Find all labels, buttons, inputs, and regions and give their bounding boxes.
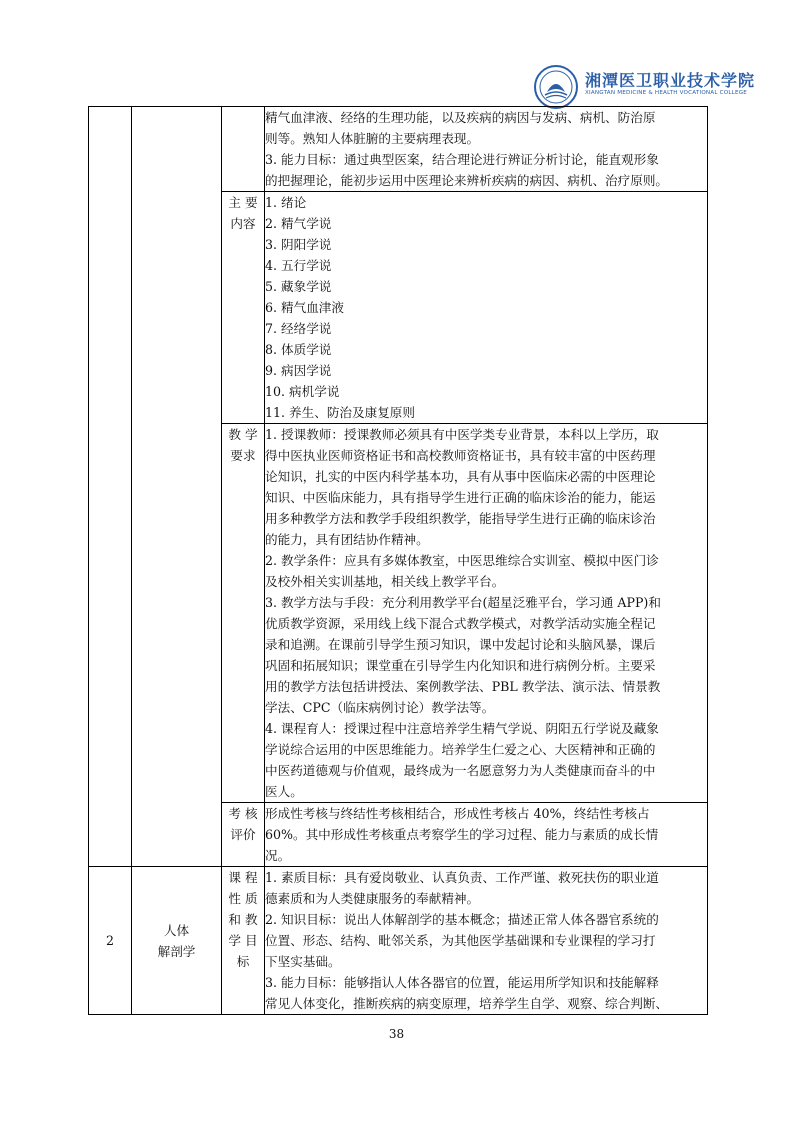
list-item: 3. 阴阳学说 (265, 237, 332, 252)
text-line: 形成性考核与终结性考核相结合，形成性考核占 40%，终结性考核占 (265, 806, 650, 821)
text-line: 2. 知识目标：说出人体解剖学的基本概念；描述正常人体各器官系统的 (265, 912, 659, 927)
text-line: 60%。其中形成性考核重点考察学生的学习过程、能力与素质的成长情 (265, 827, 659, 842)
list-item: 6. 精气血津液 (265, 300, 344, 315)
assessment-label: 考 核 评价 (222, 803, 265, 867)
text-line: 则等。熟知人体脏腑的主要病理表现。 (265, 131, 480, 146)
curriculum-table (88, 106, 708, 1015)
label-cell (222, 107, 265, 192)
text-line: 位置、形态、结构、毗邻关系，为其他医学基础课和专业课程的学习打 (265, 933, 656, 948)
school-logo (533, 64, 756, 110)
list-item: 1. 绪论 (265, 195, 307, 210)
content-items-cell (265, 192, 708, 424)
text-line: 中医药道德观与价值观，最终成为一名愿意努力为人类健康而奋斗的中 (265, 763, 656, 778)
table-row (89, 107, 708, 192)
text-line: 优质教学资源，采用线上线下混合式教学模式，对教学活动实施全程记 (265, 616, 656, 631)
course-index: 2 (105, 933, 114, 948)
list-item: 11. 养生、防治及康复原则 (265, 405, 415, 420)
school-emblem-icon (533, 64, 579, 110)
teaching-label: 教 学 要求 (222, 424, 265, 803)
text-line: 知识、中医临床能力，具有指导学生进行正确的临床诊治的能力，能运 (265, 490, 656, 505)
page-number: 38 (388, 1027, 405, 1041)
assessment-cell (265, 803, 708, 867)
text-line: 巩固和拓展知识；课堂重在引导学生内化知识和进行病例分析。主要采 (265, 658, 656, 673)
course-name-cell (132, 107, 222, 867)
content-label: 主 要 内容 (222, 192, 265, 424)
text-line: 1. 授课教师：授课教师必须具有中医学类专业背景，本科以上学历，取 (265, 427, 659, 442)
course-index-cell (89, 867, 132, 1015)
text-line: 学法、CPC（临床病例讨论）教学法等。 (265, 700, 495, 715)
list-item: 10. 病机学说 (265, 384, 340, 399)
text-line: 用多种教学方法和教学手段组织教学，能指导学生进行正确的临床诊治 (265, 511, 656, 526)
text-line: 精气血津液、经络的生理功能，以及疾病的病因与发病、病机、防治原 (265, 110, 656, 125)
list-item: 4. 五行学说 (265, 258, 332, 273)
objectives-cell (265, 867, 708, 1015)
text-line: 3. 能力目标：能够指认人体各器官的位置，能运用所学知识和技能解释 (265, 975, 659, 990)
text-line: 得中医执业医师资格证书和高校教师资格证书，具有较丰富的中医药理 (265, 448, 656, 463)
course-name-line: 解剖学 (157, 943, 196, 959)
index-cell (89, 107, 132, 867)
text-line: 学说综合运用的中医思维能力。培养学生仁爱之心、大医精神和正确的 (265, 742, 656, 757)
text-line: 况。 (265, 848, 291, 863)
table-row (89, 867, 708, 1015)
text-line: 及校外相关实训基地，相关线上教学平台。 (265, 574, 505, 589)
school-name-cn: 湘潭医卫职业技术学院 (585, 71, 756, 90)
text-line: 医人。 (265, 784, 303, 799)
text-line: 3. 能力目标：通过典型医案，结合理论进行辨证分析讨论，能直观形象 (265, 152, 659, 167)
text-line: 的能力，具有团结协作精神。 (265, 532, 429, 547)
teaching-requirements-cell (265, 424, 708, 803)
text-line: 3. 教学方法与手段：充分利用教学平台(超星泛雅平台，学习通 APP)和 (265, 595, 661, 610)
list-item: 7. 经络学说 (265, 321, 332, 336)
list-item: 2. 精气学说 (265, 216, 332, 231)
text-line: 德素质和为人类健康服务的奉献精神。 (265, 891, 480, 906)
text-line: 下坚实基础。 (265, 954, 341, 969)
text-line: 2. 教学条件：应具有多媒体教室，中医思维综合实训室、模拟中医门诊 (265, 553, 659, 568)
nature-label: 课 程 性 质 和 教 学 目 标 (222, 867, 265, 1015)
text-line: 论知识，扎实的中医内科学基本功，具有从事中医临床必需的中医理论 (265, 469, 656, 484)
text-line: 的把握理论，能初步运用中医理论来辨析疾病的病因、病机、治疗原则。 (265, 173, 668, 188)
text-line: 用的教学方法包括讲授法、案例教学法、PBL 教学法、演示法、情景教 (265, 679, 661, 694)
list-item: 8. 体质学说 (265, 342, 332, 357)
list-item: 9. 病因学说 (265, 363, 332, 378)
text-line: 4. 课程育人：授课过程中注意培养学生精气学说、阴阳五行学说及藏象 (265, 721, 659, 736)
objectives-tail-cell (265, 107, 708, 192)
list-item: 5. 藏象学说 (265, 279, 332, 294)
course-name-line: 人体 (163, 922, 190, 938)
course-name-cell (132, 867, 222, 1015)
school-name-en: XIANGTAN MEDICINE & HEALTH VOCATIONAL COLLEGE (585, 90, 747, 96)
text-line: 常见人体变化，推断疾病的病变原理，培养学生自学、观察、综合判断、 (265, 996, 668, 1011)
text-line: 录和追溯。在课前引导学生预习知识，课中发起讨论和头脑风暴，课后 (265, 637, 656, 652)
text-line: 1. 素质目标：具有爱岗敬业、认真负责、工作严谨、救死扶伤的职业道 (265, 870, 659, 885)
